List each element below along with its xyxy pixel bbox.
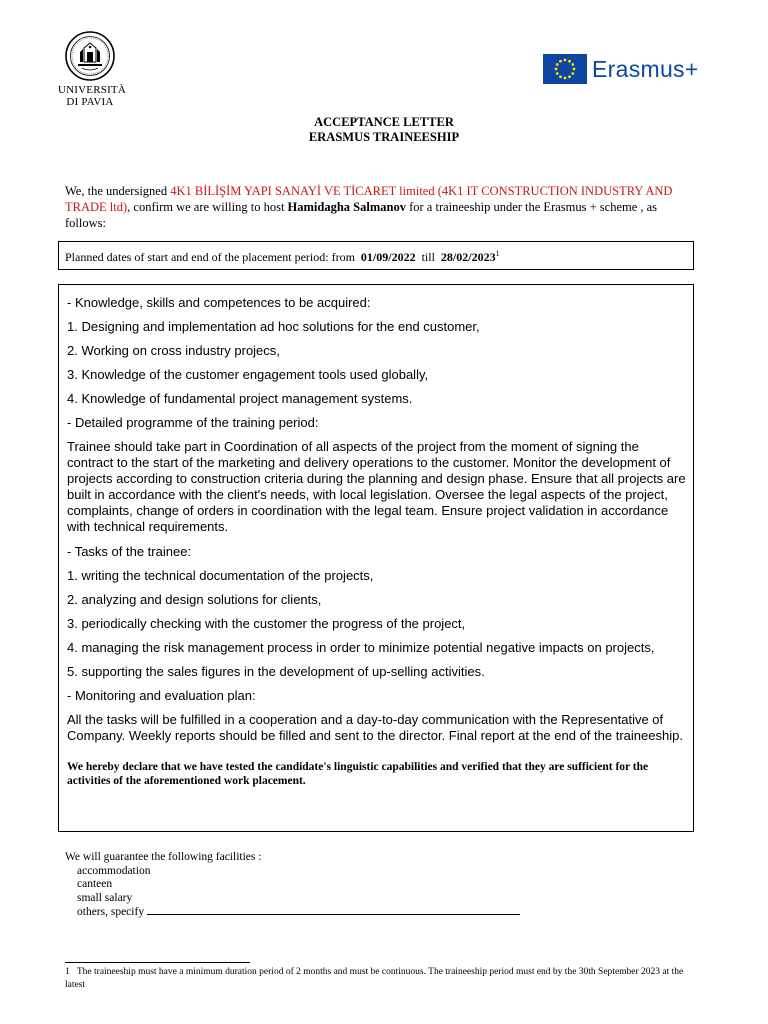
task-item: 1. writing the technical documentation of the projects, <box>67 568 374 583</box>
facilities-heading: We will guarantee the following facilities : <box>65 851 262 863</box>
others-specify-line[interactable] <box>147 905 520 915</box>
knowledge-item: 1. Designing and implementation ad hoc solutions for the end customer, <box>67 319 480 334</box>
dates-label: Planned dates of start and end of the placement period: from <box>65 250 355 264</box>
others-label: others, specify <box>77 906 145 918</box>
universita-di-pavia-seal-icon <box>64 30 116 82</box>
facility-others <box>65 905 520 920</box>
linguistic-declaration: We hereby declare that we have tested the candidate's linguistic capabilities and verified that they are sufficient for the activities of the aforementioned work placement. <box>67 761 649 787</box>
trainee-name: Hamidagha Salmanov <box>287 200 406 214</box>
task-item: 3. periodically checking with the customer the progress of the project, <box>67 616 466 631</box>
intro-part3: for a traineeship under the Erasmus + scheme , as follows: <box>65 200 658 230</box>
task-item: 4. managing the risk management process in order to minimize potential negative impacts on projects, <box>67 640 655 655</box>
university-name-line2: DI PAVIA <box>66 96 114 108</box>
task-item: 2. analyzing and design solutions for clients, <box>67 592 322 607</box>
erasmus-logo <box>543 54 699 84</box>
intro-paragraph <box>65 183 695 231</box>
programme-box <box>58 284 694 832</box>
task-item: 5. supporting the sales figures in the development of up-selling activities. <box>67 664 485 679</box>
title-line2: ERASMUS TRAINEESHIP <box>308 130 460 144</box>
footnote-divider <box>65 962 250 963</box>
title-line1: ACCEPTANCE LETTER <box>314 115 454 129</box>
knowledge-item: 3. Knowledge of the customer engagement tools used globally, <box>67 367 429 382</box>
footnote-number: 1 <box>65 967 70 977</box>
knowledge-item: 2. Working on cross industry projecs, <box>67 343 280 358</box>
end-date: 28/02/2023 <box>440 250 496 264</box>
footnote-text: The traineeship must have a minimum duration period of 2 months and must be continuous. The traineeship period must end by the 30th September 2023 at the latest <box>65 967 684 990</box>
intro-part1: We, the undersigned <box>65 184 171 198</box>
monitoring-heading: - Monitoring and evaluation plan: <box>67 688 256 703</box>
university-logo <box>58 30 126 108</box>
university-name-line1: UNIVERSITÀ <box>58 84 126 96</box>
facility-item: canteen <box>77 878 113 890</box>
detailed-heading: - Detailed programme of the training period: <box>67 415 319 430</box>
eu-flag-icon <box>543 54 587 84</box>
tasks-heading: - Tasks of the trainee: <box>67 544 192 559</box>
knowledge-heading: - Knowledge, skills and competences to be acquired: <box>67 295 371 310</box>
host-company-name: 4K1 BİLİŞİM YAPI SANAYİ VE TİCARET limited (4K1 IT CONSTRUCTION INDUSTRY AND TRADE ltd) <box>65 184 673 214</box>
facility-item: small salary <box>77 891 133 904</box>
detailed-text: Trainee should take part in Coordination of all aspects of the project from the moment of signing the contract to the start of the marketing and delivery operations to the customer. Monitor the development of projects according to construction criteria during the planning and design phase. Ensure that all projects are built in accordance with the client's needs, with local legislation. Oversee the legal aspects of the project, complaints, change of orders in coordination with the legal team. Ensure project validation in accordance with technical requirements. <box>67 439 686 534</box>
dates-till: till <box>421 250 435 264</box>
footnote <box>65 966 705 992</box>
start-date: 01/09/2022 <box>360 250 416 264</box>
document-title <box>0 115 768 145</box>
knowledge-item: 4. Knowledge of fundamental project management systems. <box>67 391 413 406</box>
placement-dates-box <box>58 241 694 270</box>
monitoring-text: All the tasks will be fulfilled in a cooperation and a day-to-day communication with the Representative of Company. Weekly reports should be filled and sent to the director. Final report at the end of the traineeship. <box>67 712 683 743</box>
facilities-section <box>65 851 520 920</box>
erasmus-label: Erasmus+ <box>592 55 699 82</box>
intro-part2: , confirm we are willing to host <box>127 200 288 214</box>
facility-item: accommodation <box>77 864 151 877</box>
footnote-reference: 1 <box>495 249 500 258</box>
